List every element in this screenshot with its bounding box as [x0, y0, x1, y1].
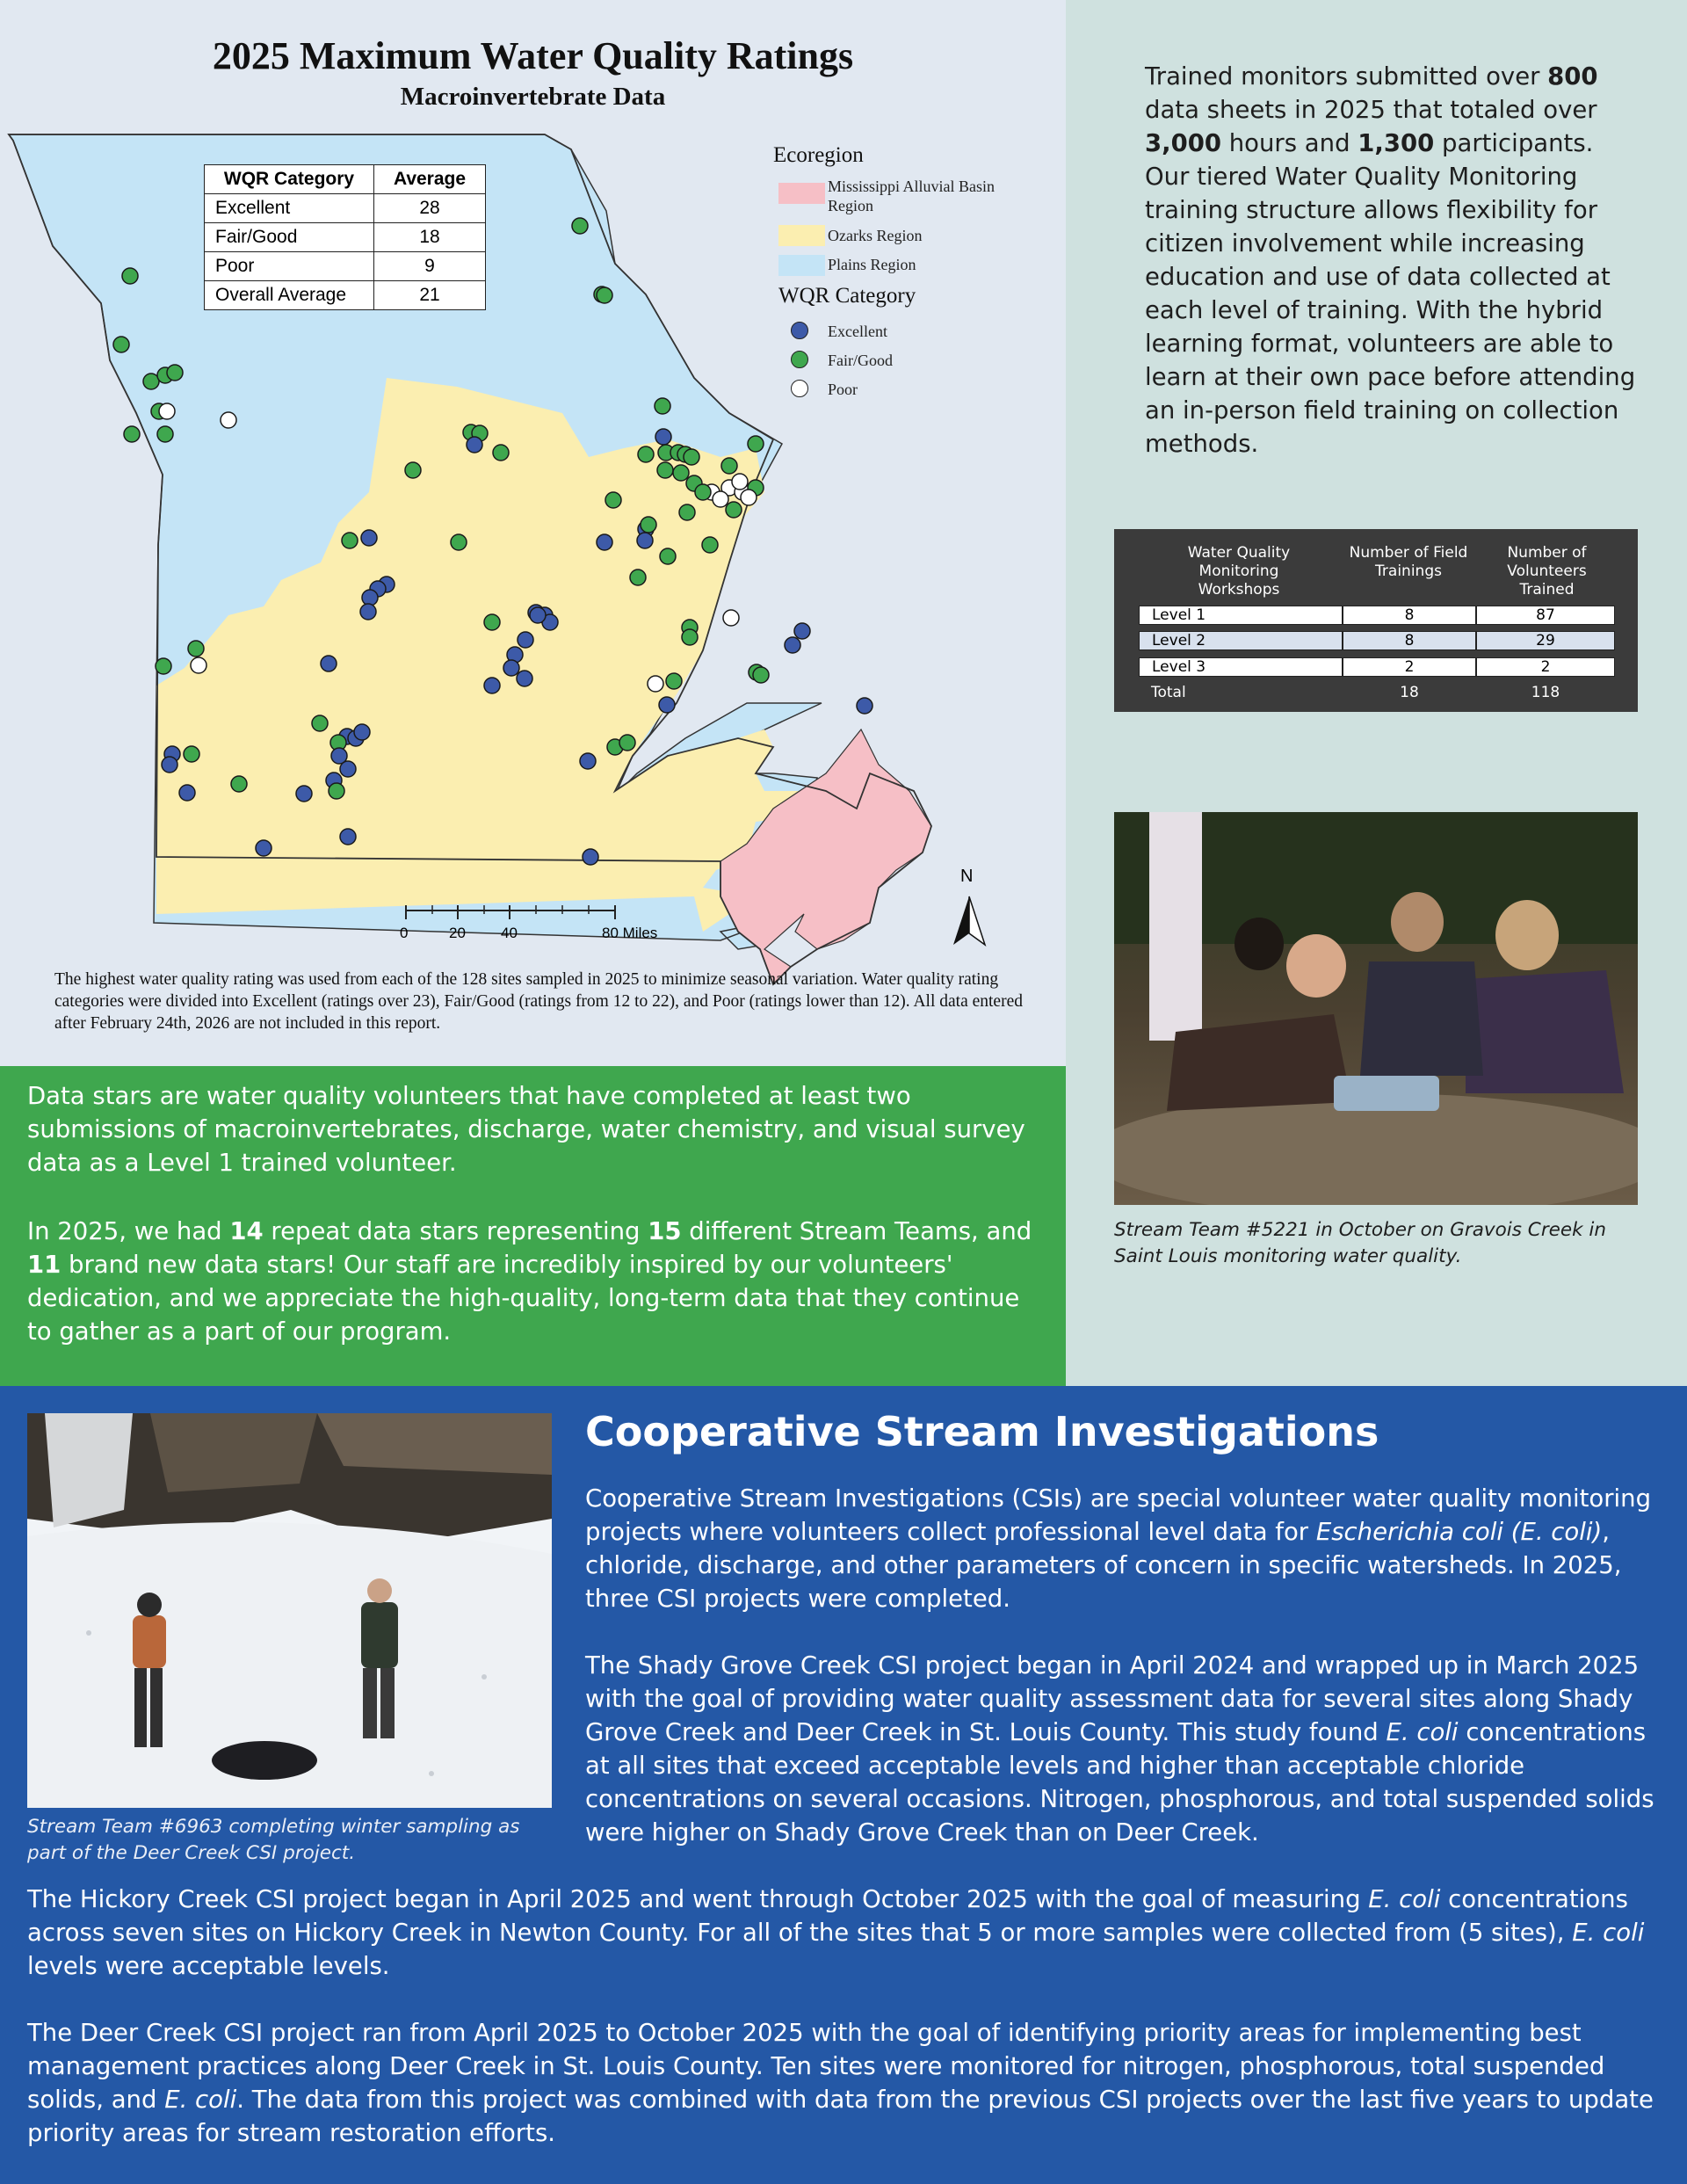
site-marker: [666, 673, 682, 689]
table-cell: Excellent: [205, 194, 374, 223]
site-marker: [857, 698, 872, 714]
site-marker: [753, 667, 769, 683]
site-marker: [638, 446, 654, 462]
site-marker: [695, 484, 711, 500]
table-row: [1139, 606, 1615, 625]
site-marker: [794, 623, 810, 639]
legend-label: Ozarks Region: [828, 227, 923, 244]
site-marker: [619, 735, 635, 751]
table-cell: 29: [1476, 631, 1615, 650]
site-marker: [721, 458, 737, 474]
table-cell: 2: [1476, 657, 1615, 677]
table-cell: 118: [1531, 684, 1560, 701]
site-marker: [342, 533, 358, 548]
table-cell: Level 3: [1139, 657, 1343, 677]
fairgood-dot-icon: [791, 351, 808, 368]
table-cell: 28: [374, 194, 486, 223]
table-header: Water Quality Monitoring Workshops: [1187, 544, 1291, 599]
ecoregion-legend-title: Ecoregion: [773, 143, 864, 167]
table-row: [205, 281, 486, 310]
missouri-map: [0, 0, 1066, 1066]
site-marker: [655, 429, 671, 445]
scale-label: 20: [449, 925, 466, 941]
site-marker: [630, 570, 646, 585]
photo-illustration: [1114, 812, 1638, 1205]
site-marker: [702, 537, 718, 553]
table-row: [205, 252, 486, 281]
site-marker: [659, 697, 675, 713]
legend-label: Poor: [828, 381, 858, 398]
site-marker: [785, 637, 800, 653]
site-marker: [682, 629, 698, 645]
winter-sampling-photo: [27, 1413, 552, 1808]
site-marker: [191, 657, 206, 673]
table-header: Number of Field Trainings: [1349, 544, 1468, 580]
site-marker: [748, 436, 764, 452]
table-cell: 8: [1343, 606, 1476, 625]
site-marker: [321, 656, 337, 671]
site-marker: [296, 786, 312, 802]
site-marker: [122, 268, 138, 284]
site-marker: [157, 426, 173, 442]
site-marker: [484, 678, 500, 693]
data-stars-definition: Data stars are water quality volunteers that have completed at least two submissions of macroinvertebrates, discharge, water chemistry, and visual survey data as a Level 1 trained volunteer.: [27, 1082, 1025, 1177]
table-cell: 18: [374, 223, 486, 252]
site-marker: [340, 829, 356, 845]
ozarks-swatch: [778, 225, 825, 246]
site-marker: [517, 671, 532, 686]
site-marker: [530, 607, 546, 623]
site-marker: [657, 462, 673, 478]
site-marker: [655, 398, 670, 414]
table-cell: Fair/Good: [205, 223, 374, 252]
photo-illustration: [27, 1413, 552, 1808]
alluvial-swatch: [778, 183, 825, 204]
table-cell: Poor: [205, 252, 374, 281]
site-marker: [184, 746, 199, 762]
table-cell: 18: [1400, 684, 1419, 701]
site-marker: [354, 724, 370, 740]
site-marker: [361, 530, 377, 546]
site-marker: [221, 412, 236, 428]
legend-label: Excellent: [828, 323, 887, 340]
site-marker: [713, 491, 728, 507]
stream-team-photo: [1114, 812, 1638, 1205]
site-marker: [605, 492, 621, 508]
map-subtitle: Macroinvertebrate Data: [400, 83, 666, 111]
table-row: [205, 223, 486, 252]
site-marker: [684, 449, 699, 465]
site-marker: [256, 840, 272, 856]
plains-swatch: [778, 255, 825, 276]
monitors-summary: Trained monitors submitted over 800 data sheets in 2025 that totaled over 3,000 hours and 1,300 participants. Our tiered Water Quality Monitoring training structure allows flexibility for citizen involvement while increasing education and use of data collected at each level of training. With the hybrid learning format, volunteers are able to learn at their own pace before attending an in-person field training on collection methods.: [1145, 62, 1636, 458]
site-marker: [124, 426, 140, 442]
site-marker: [159, 403, 175, 419]
site-marker: [518, 632, 533, 648]
table-row: [205, 194, 486, 223]
site-marker: [726, 502, 742, 518]
scale-label: 40: [501, 925, 518, 941]
poor-dot-icon: [791, 380, 808, 397]
site-marker: [231, 776, 247, 792]
table-cell: Overall Average: [205, 281, 374, 310]
site-marker: [673, 465, 689, 481]
excellent-dot-icon: [791, 322, 808, 339]
site-marker: [637, 533, 653, 548]
site-marker: [597, 287, 612, 303]
data-stars-summary: In 2025, we had 14 repeat data stars representing 15 different Stream Teams, and 11 brand new data stars! Our staff are incredibly inspired by our volunteers' dedication, and we appreciate the high-quality, long-term data that they continue to gather as a part of our program.: [27, 1217, 1032, 1346]
site-marker: [188, 641, 204, 657]
table-cell: Level 1: [1139, 606, 1343, 625]
table-header: Number of Volunteers Trained: [1507, 544, 1587, 599]
site-marker: [597, 534, 612, 550]
photo-caption: Stream Team #6963 completing winter sampling as part of the Deer Creek CSI project.: [27, 1816, 520, 1864]
hickory-creek-paragraph: The Hickory Creek CSI project began in April 2025 and went through October 2025 with the goal of measuring E. coli concentrations across seven sites on Hickory Creek in Newton County. For all of the sites that 5 or more samples were collected from (5 sites), E. coli levels were acceptable levels.: [27, 1885, 1645, 1980]
photo-caption: Stream Team #5221 in October on Gravois Creek in Saint Louis monitoring water quality.: [1114, 1219, 1606, 1267]
site-marker: [156, 658, 171, 674]
table-cell: 21: [374, 281, 486, 310]
site-marker: [679, 504, 695, 520]
site-marker: [572, 218, 588, 234]
north-label: N: [960, 867, 974, 886]
table-cell: Total: [1151, 684, 1186, 701]
site-marker: [312, 715, 328, 731]
site-marker: [179, 785, 195, 801]
site-marker: [648, 676, 663, 692]
site-marker: [493, 445, 509, 461]
site-marker: [723, 610, 739, 626]
csi-intro: Cooperative Stream Investigations (CSIs) are special volunteer water quality monitoring projects where volunteers collect professional level data for Escherichia coli (E. coli), chloride, discharge, and other parameters of concern in specific watersheds. In 2025, three CSI projects were completed.: [585, 1484, 1652, 1613]
csi-heading: Cooperative Stream Investigations: [585, 1408, 1379, 1455]
table-cell: 9: [374, 252, 486, 281]
site-marker: [451, 534, 467, 550]
map-title: 2025 Maximum Water Quality Ratings: [212, 34, 854, 77]
shady-grove-paragraph: The Shady Grove Creek CSI project began in April 2024 and wrapped up in March 2025 with the goal of providing water quality assessment data for several sites along Shady Grove Creek and Deer Creek in St. Louis County. This study found E. coli concentrations at all sites that exceed acceptable levels and higher than acceptable chloride concentrations on several occasions. Nitrogen, phosphorous, and total suspended solids were higher on Shady Grove Creek than on Deer Creek.: [585, 1651, 1654, 1847]
site-marker: [583, 849, 598, 865]
site-marker: [405, 462, 421, 478]
table-cell: 87: [1476, 606, 1615, 625]
site-marker: [503, 660, 519, 676]
map-caption: The highest water quality rating was used from each of the 128 sites sampled in 2025 to minimize seasonal variation. Water quality rating categories were divided into Excellent (ratings over 23), Fair/Good (ratings from 12 to 22), and Poor (ratings lower than 12). All data entered after February 24th, 2026 are not included in this report.: [54, 970, 1023, 1033]
table-header: WQR Category: [205, 165, 374, 194]
table-cell: 2: [1343, 657, 1476, 677]
site-marker: [732, 474, 748, 490]
table-cell: Level 2: [1139, 631, 1343, 650]
site-marker: [362, 590, 378, 606]
site-marker: [162, 757, 177, 773]
table-row: [1139, 631, 1615, 650]
table-cell: 8: [1343, 631, 1476, 650]
site-marker: [340, 761, 356, 777]
site-marker: [484, 614, 500, 630]
legend-label: Plains Region: [828, 256, 916, 273]
site-marker: [580, 753, 596, 769]
wqr-legend-title: WQR Category: [778, 284, 916, 308]
site-marker: [741, 490, 757, 505]
wqr-average-table: [204, 164, 486, 310]
scale-label: 80 Miles: [602, 925, 658, 941]
deer-creek-paragraph: The Deer Creek CSI project ran from April 2025 to October 2025 with the goal of identifying priority areas for implementing best management practices along Deer Creek in St. Louis County. Ten sites were monitored for nitrogen, phosphorous, total suspended solids, and E. coli. The data from this project was combined with data from the previous CSI projects over the last five years to update priority areas for stream restoration efforts.: [27, 2019, 1654, 2147]
site-marker: [467, 437, 482, 453]
site-marker: [641, 517, 656, 533]
site-marker: [329, 783, 344, 799]
site-marker: [113, 337, 129, 352]
north-arrow-icon: [953, 896, 985, 945]
table-header: Average: [374, 165, 486, 194]
legend-label: Mississippi Alluvial Basin Region: [828, 178, 996, 214]
table-total-row: [1139, 684, 1615, 703]
site-marker: [167, 365, 183, 381]
legend-label: Fair/Good: [828, 352, 893, 369]
table-row: [1139, 657, 1615, 677]
site-marker: [360, 604, 376, 620]
site-marker: [660, 548, 676, 564]
scale-label: 0: [400, 925, 409, 941]
